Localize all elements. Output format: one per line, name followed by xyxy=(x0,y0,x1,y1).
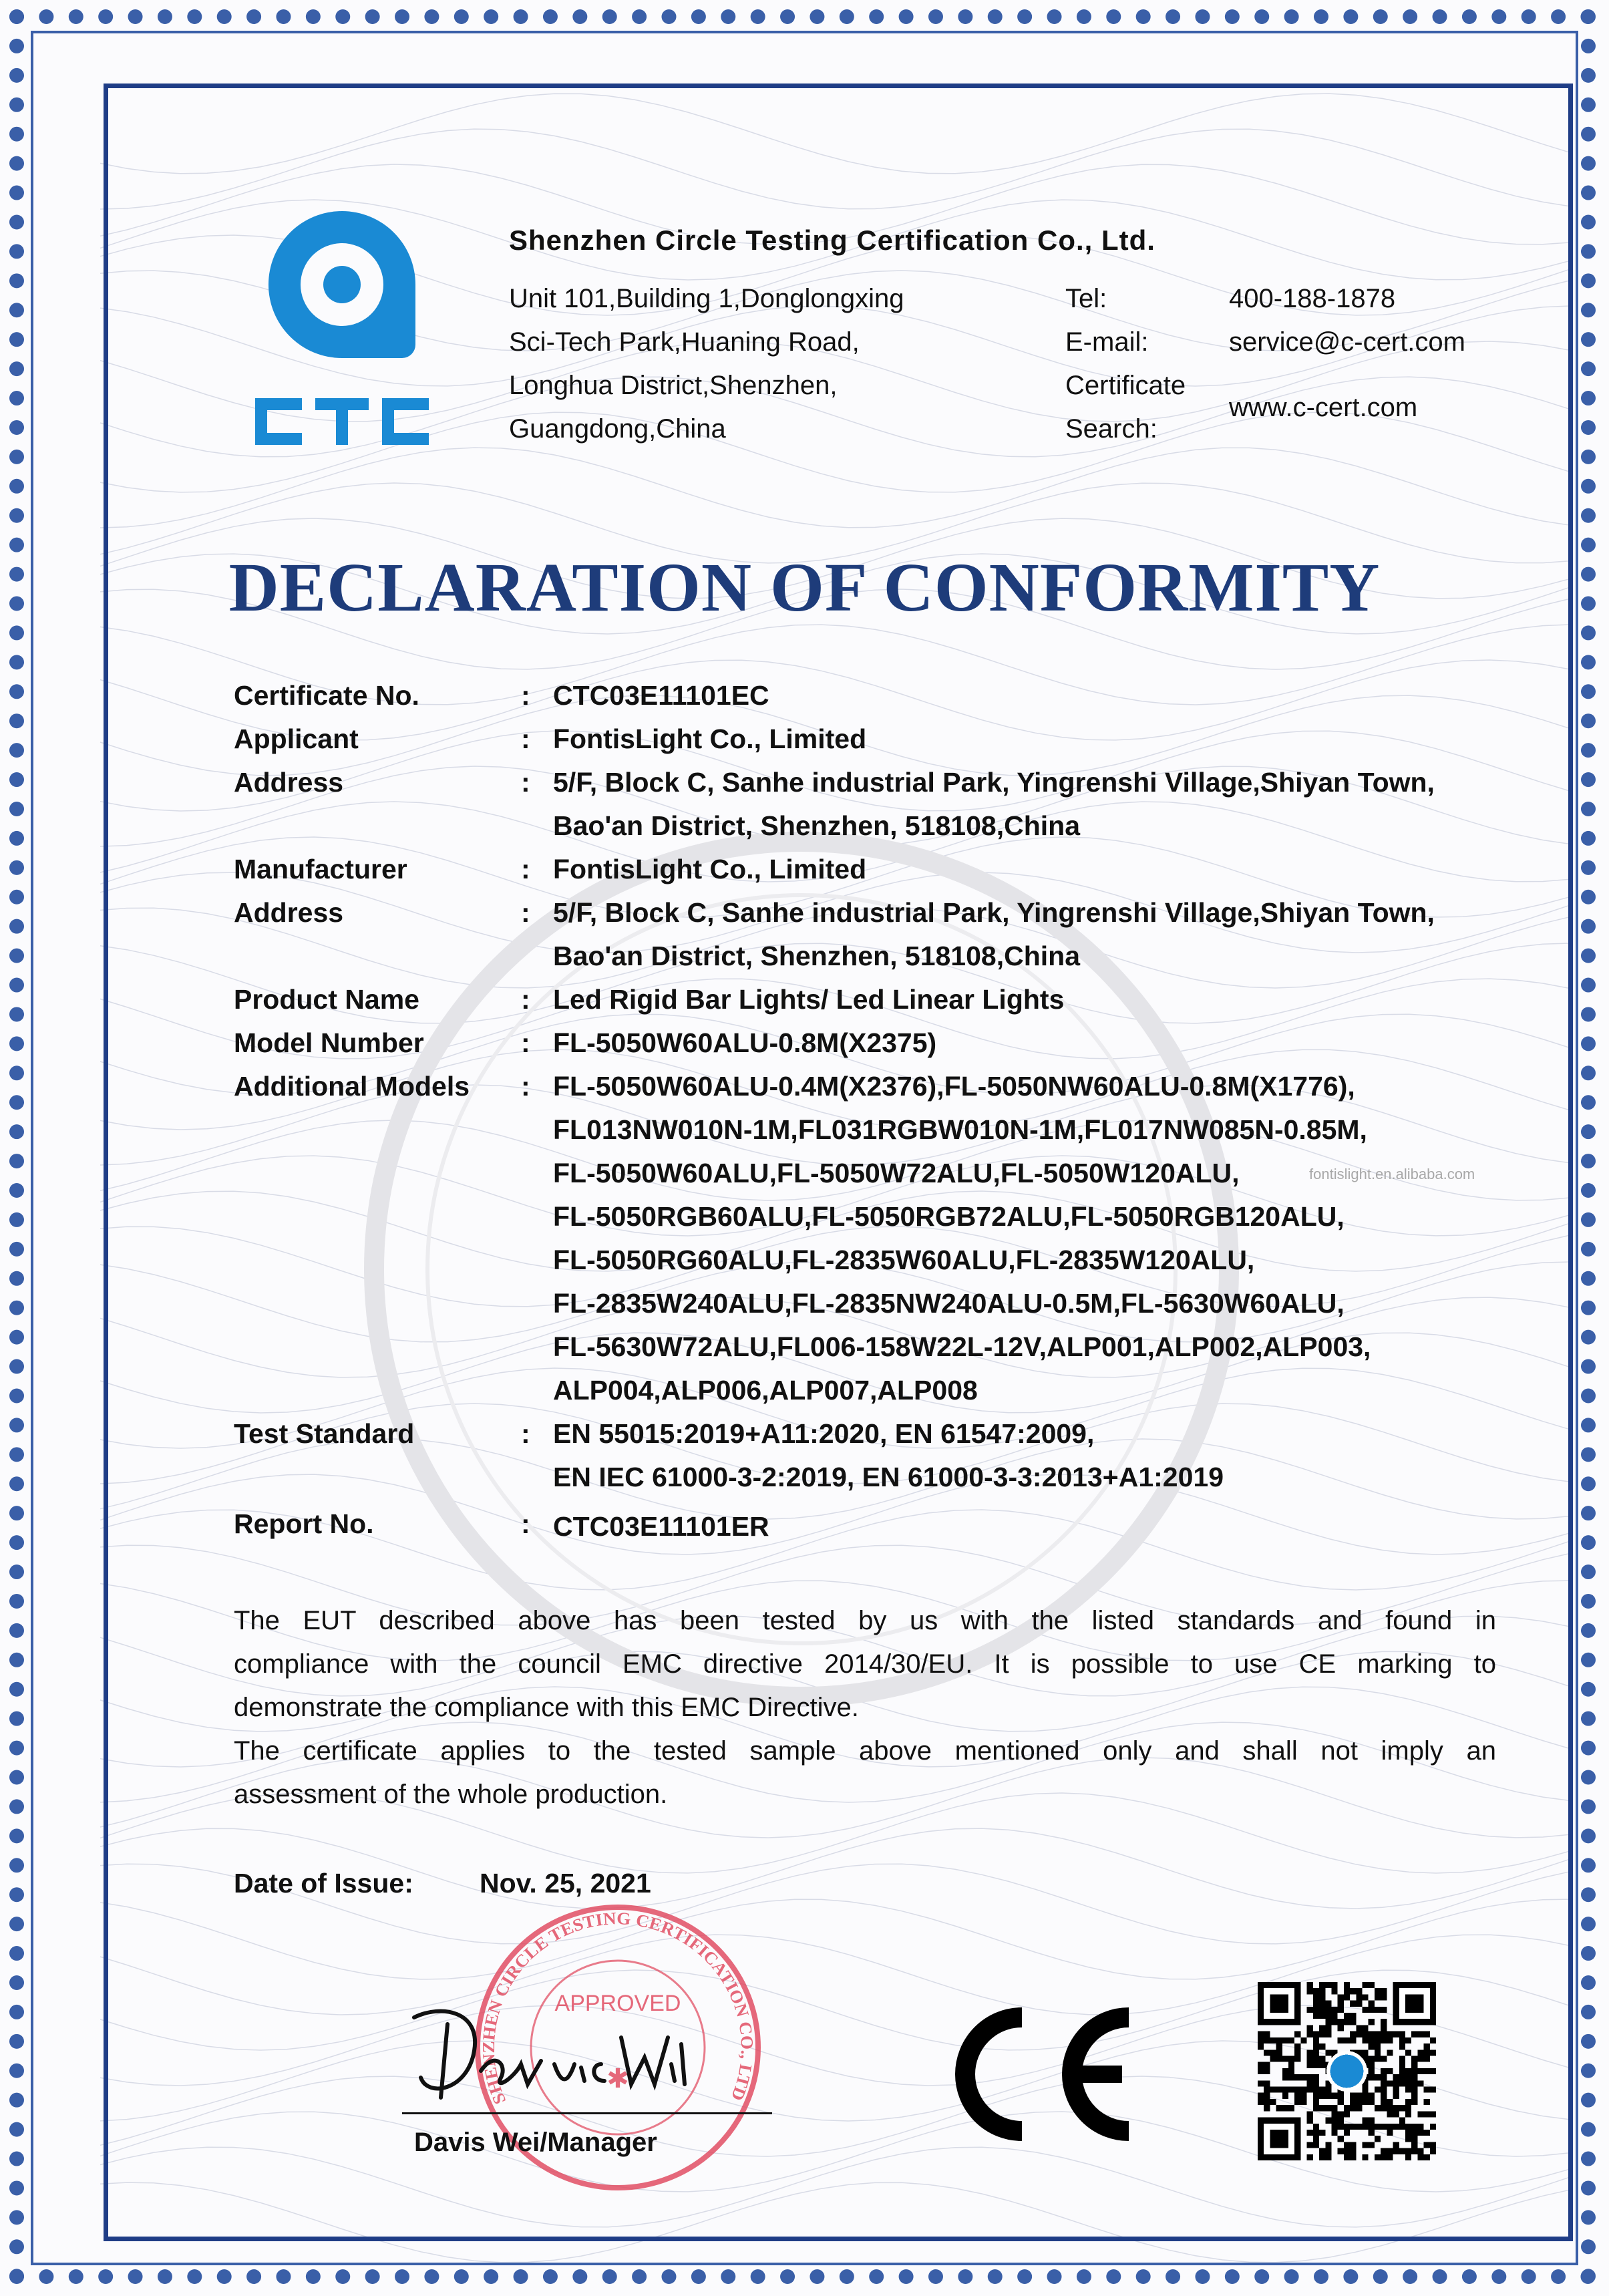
colon: : xyxy=(521,767,530,798)
test-standard-label: Test Standard xyxy=(234,1418,415,1449)
colon: : xyxy=(521,897,530,928)
applicant-value: FontisLight Co., Limited xyxy=(553,723,867,754)
additional-models-line: FL-5050W60ALU-0.4M(X2376),FL-5050NW60ALU-0.8M(X1776), xyxy=(553,1071,1355,1102)
signature-line xyxy=(402,2112,772,2114)
date-of-issue-label: Date of Issue: xyxy=(234,1868,413,1899)
colon: : xyxy=(521,1508,530,1539)
svg-text:✱: ✱ xyxy=(606,2064,629,2094)
manufacturer-address-line: Bao'an District, Shenzhen, 518108,China xyxy=(553,941,1080,971)
issuer-address-line: Unit 101,Building 1,Donglongxing xyxy=(509,284,904,313)
colon: : xyxy=(521,723,530,754)
issuer-address-line: Guangdong,China xyxy=(509,414,726,444)
manufacturer-value: FontisLight Co., Limited xyxy=(553,854,867,884)
additional-models-line: ALP004,ALP006,ALP007,ALP008 xyxy=(553,1375,978,1406)
additional-models-line: FL-5630W72ALU,FL006-158W22L-12V,ALP001,ALP002,ALP003, xyxy=(553,1331,1371,1362)
applicant-address-line: Bao'an District, Shenzhen, 518108,China xyxy=(553,810,1080,841)
svg-text:APPROVED: APPROVED xyxy=(554,1991,681,2016)
email-label: E-mail: xyxy=(1065,327,1149,357)
model-number-label: Model Number xyxy=(234,1027,424,1058)
product-name-value: Led Rigid Bar Lights/ Led Linear Lights xyxy=(553,984,1065,1015)
test-standard-line: EN 55015:2019+A11:2020, EN 61547:2009, xyxy=(553,1418,1095,1449)
watermark-text: fontislight.en.alibaba.com xyxy=(1309,1166,1475,1182)
email-value: service@c-cert.com xyxy=(1229,327,1465,357)
applicant-label: Applicant xyxy=(234,723,359,754)
qr-code xyxy=(1258,1982,1436,2160)
colon: : xyxy=(521,1027,530,1058)
report-no-label: Report No. xyxy=(234,1508,374,1539)
tel-value: 400-188-1878 xyxy=(1229,284,1396,313)
tel-label: Tel: xyxy=(1065,284,1107,313)
additional-models-line: FL-2835W240ALU,FL-2835NW240ALU-0.5M,FL-5630W60ALU, xyxy=(553,1288,1345,1319)
document-title: DECLARATION OF CONFORMITY xyxy=(228,549,1381,626)
applicant-address-label: Address xyxy=(234,767,344,798)
issuer-address-line: Sci-Tech Park,Huaning Road, xyxy=(509,327,860,357)
additional-models-line: FL013NW010N-1M,FL031RGBW010N-1M,FL017NW085N-0.85M, xyxy=(553,1114,1367,1145)
additional-models-line: FL-5050W60ALU,FL-5050W72ALU,FL-5050W120ALU, xyxy=(553,1158,1240,1188)
additional-models-line: FL-5050RGB60ALU,FL-5050RGB72ALU,FL-5050RGB120ALU, xyxy=(553,1201,1345,1232)
statement-line: assessment of the whole production. xyxy=(234,1780,668,1809)
product-name-label: Product Name xyxy=(234,984,419,1015)
colon: : xyxy=(521,854,530,884)
model-number-value: FL-5050W60ALU-0.8M(X2375) xyxy=(553,1027,937,1058)
additional-models-line: FL-5050RG60ALU,FL-2835W60ALU,FL-2835W120ALU, xyxy=(553,1245,1255,1275)
issuer-address-line: Longhua District,Shenzhen, xyxy=(509,371,838,400)
ce-mark xyxy=(928,2004,1142,2144)
manufacturer-address-line: 5/F, Block C, Sanhe industrial Park, Yingrenshi Village,Shiyan Town, xyxy=(553,897,1435,928)
statement-line: demonstrate the compliance with this EMC Directive. xyxy=(234,1693,859,1722)
certificate-no-value: CTC03E11101EC xyxy=(553,680,769,711)
svg-text:SHENZHEN CIRCLE TESTING CERTIF: SHENZHEN CIRCLE TESTING CERTIFICATION CO., LTD xyxy=(478,1909,757,2108)
report-no-value: CTC03E11101ER xyxy=(553,1511,769,1542)
website-value: www.c-cert.com xyxy=(1229,393,1418,422)
ctc-logo xyxy=(248,198,435,452)
test-standard-line: EN IEC 61000-3-2:2019, EN 61000-3-3:2013+A1:2019 xyxy=(553,1462,1224,1492)
issuer-company-name: Shenzhen Circle Testing Certification Co., Ltd. xyxy=(509,224,1155,256)
search-label: Certificate xyxy=(1065,371,1186,400)
signatory-name-title: Davis Wei/Manager xyxy=(414,2128,657,2157)
manufacturer-label: Manufacturer xyxy=(234,854,407,884)
statement-line: compliance with the council EMC directive 2014/30/EU. It is possible to use CE marking to xyxy=(234,1649,1496,1679)
applicant-address-line: 5/F, Block C, Sanhe industrial Park, Yingrenshi Village,Shiyan Town, xyxy=(553,767,1435,798)
manufacturer-address-label: Address xyxy=(234,897,344,928)
colon: : xyxy=(521,1418,530,1449)
statement-line: The EUT described above has been tested by us with the listed standards and found in xyxy=(234,1606,1496,1635)
signature xyxy=(401,1997,695,2111)
certificate-no-label: Certificate No. xyxy=(234,680,419,711)
colon: : xyxy=(521,1071,530,1102)
statement-line: The certificate applies to the tested sample above mentioned only and shall not imply an xyxy=(234,1736,1496,1766)
search-label: Search: xyxy=(1065,414,1157,444)
additional-models-label: Additional Models xyxy=(234,1071,470,1102)
date-of-issue-value: Nov. 25, 2021 xyxy=(480,1868,651,1899)
colon: : xyxy=(521,680,530,711)
colon: : xyxy=(521,984,530,1015)
